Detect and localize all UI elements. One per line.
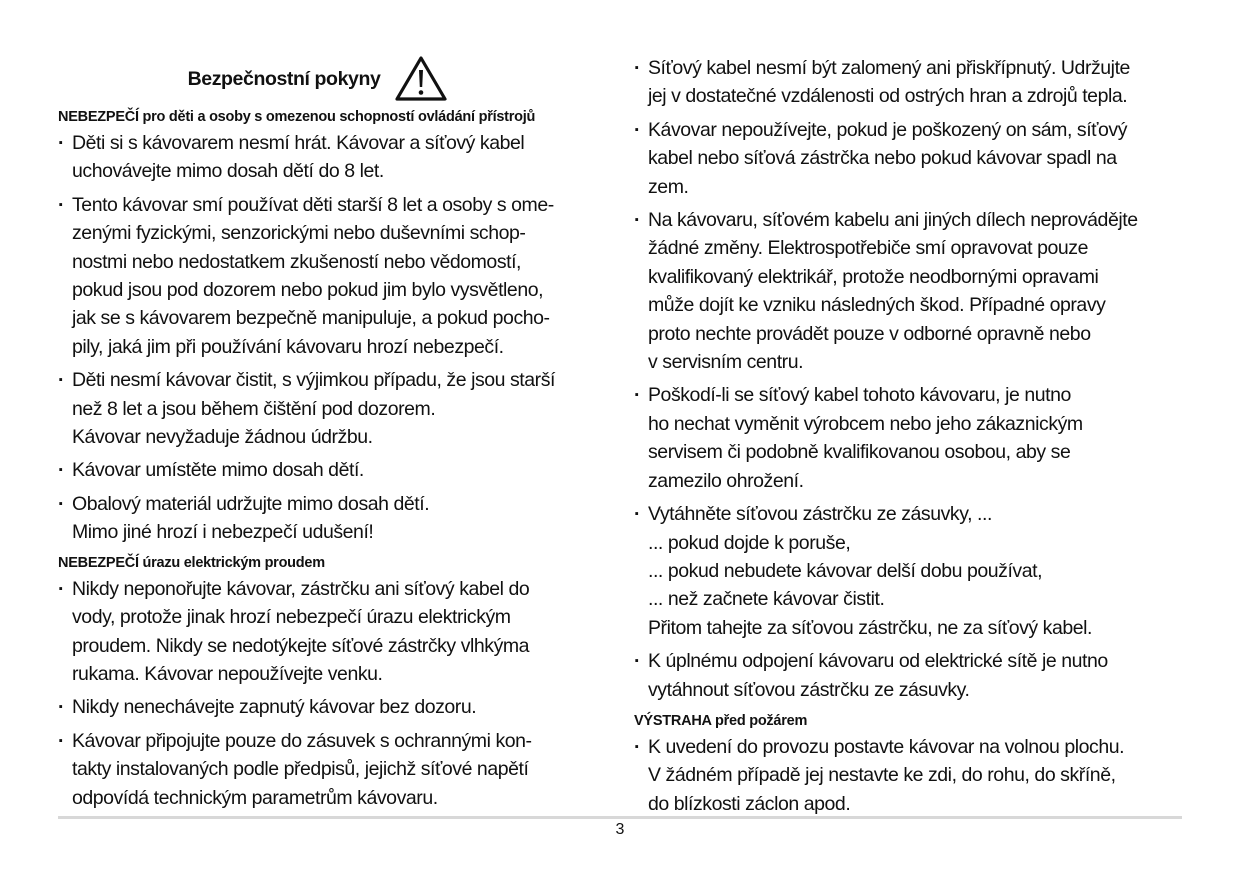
list-item-line: nostmi nebo nedostatkem zkušeností nebo vědomostí, [72,250,522,273]
list-item-line: Kávovar nevyžaduje žádnou údržbu. [72,426,373,449]
heading-rest: úrazu elektrickým proudem [142,554,325,571]
list-fire-safety [634,733,1194,818]
heading-strong: NEBEZPEČÍ [58,554,139,571]
list-item-line: pokud jsou pod dozorem nebo pokud jim bylo vysvětleno, [72,279,544,302]
title-row [18,54,618,104]
list-item-line: ... pokud nebudete kávovar delší dobu používat, [648,559,1043,582]
list-item [58,456,618,484]
page-number: 3 [615,821,625,838]
list-item [58,129,618,186]
list-item-line: kabel nebo síťová zástrčka nebo pokud kávovar spadl na [648,147,1117,170]
list-cable-safety [634,54,1194,704]
list-item-line: takty instalovaných podle předpisů, jejichž síťové napětí [72,758,529,781]
list-item-line: · Kávovar nepoužívejte, pokud je poškozený on sám, síťový [648,118,1128,141]
list-item-line: · Vytáhněte síťovou zástrčku ze zásuvky, ... [648,503,992,526]
list-item-line: · K uvedení do provozu postavte kávovar na volnou plochu. [648,735,1125,758]
list-children-safety [58,129,618,547]
list-item-line: · Děti si s kávovarem nesmí hrát. Kávovar a síťový kabel [72,132,525,154]
list-item-line: jej v dostatečné vzdálenosti od ostrých hran a zdrojů tepla. [648,85,1128,108]
list-item-line: V žádném případě jej nestavte ke zdi, do rohu, do skříně, [648,764,1116,787]
list-item-line: · Tento kávovar smí používat děti starší 8 let a osoby s ome- [72,193,554,216]
list-item-line: ... než začnete kávovar čistit. [648,588,885,611]
list-item-line: uchovávejte mimo dosah dětí do 8 let. [72,160,384,183]
list-item [634,116,1194,201]
list-item [58,693,618,721]
list-item-line: v servisním centru. [648,351,804,374]
list-item [634,647,1194,704]
list-item-line: zem. [648,175,689,198]
list-item-line: · K úplnému odpojení kávovaru od elektrické sítě je nutno [648,650,1108,673]
list-item [634,206,1194,376]
list-item-line: kvalifikovaný elektrikář, protože neodbornými opravami [648,265,1099,288]
list-item-line: vytáhnout síťovou zástrčku ze zásuvky. [648,678,970,701]
list-item-line: proudem. Nikdy se nedotýkejte síťové zástrčky vlhkýma [72,634,530,657]
list-item-line: · Na kávovaru, síťovém kabelu ani jiných dílech neprovádějte [648,209,1138,232]
right-column [634,54,1194,823]
heading-strong: VÝSTRAHA [634,712,712,729]
list-item-line: · Obalový materiál udržujte mimo dosah dětí. [72,492,430,515]
list-item [634,733,1194,818]
list-item-line: ... pokud dojde k poruše, [648,531,851,554]
list-item-line: ho nechat vyměnit výrobcem nebo jeho zákaznickým [648,412,1083,435]
list-item-line: · Nikdy neponořujte kávovar, zástrčku ani síťový kabel do [72,577,530,600]
list-item-line: může dojít ke vzniku následných škod. Případné opravy [648,294,1106,317]
list-item-line: Mimo jiné hrozí i nebezpečí udušení! [72,521,374,544]
list-item-line: jak se s kávovarem bezpečně manipuluje, a pokud pocho- [72,307,550,330]
list-item-line: odpovídá technickým parametrům kávovaru. [72,786,438,809]
list-item-line: do blízkosti záclon apod. [648,792,851,815]
list-item-line: pily, jaká jim při používání kávovaru hrozí nebezpečí. [72,335,504,358]
list-electric-safety [58,575,618,812]
list-item-line: servisem či podobně kvalifikovanou osobou, aby se [648,441,1071,464]
list-item [58,191,618,361]
page-title: Bezpečnostní pokyny [187,67,381,90]
heading-rest: před požárem [715,712,808,729]
list-item-line: Přitom tahejte za síťovou zástrčku, ne za síťový kabel. [648,616,1093,639]
list-item [634,54,1194,111]
list-item-line: · Nikdy nenechávejte zapnutý kávovar bez dozoru. [72,696,477,719]
list-item-line: · Poškodí-li se síťový kabel tohoto kávovaru, je nutno [648,384,1071,407]
section-heading-fire [634,710,1194,732]
list-item-line: zenými fyzickými, senzorickými nebo duševními schop- [72,222,526,245]
list-item-line: vody, protože jinak hrozí nebezpečí úrazu elektrickým [72,606,511,629]
list-item-line: rukama. Kávovar nepoužívejte venku. [72,662,383,685]
list-item [58,366,618,451]
heading-rest: pro děti a osoby s omezenou schopností ovládání přístrojů [142,109,536,125]
list-item [58,575,618,689]
list-item-line: · Síťový kabel nesmí být zalomený ani přiskřípnutý. Udržujte [648,57,1130,79]
left-column [58,54,618,817]
section-heading-children [58,106,618,128]
footer-divider [58,816,1182,819]
list-item-line: než 8 let a jsou během čištění pod dozorem. [72,397,436,420]
list-item [58,727,618,812]
list-item-line: proto nechte provádět pouze v odborné opravně nebo [648,322,1091,345]
section-heading-electric [58,552,618,574]
list-item [634,381,1194,495]
list-item [634,500,1194,642]
list-item-line: žádné změny. Elektrospotřebiče smí opravovat pouze [648,237,1088,260]
list-item-line: zamezilo ohrožení. [648,469,804,492]
warning-triangle-icon [394,55,448,103]
list-item-line: · Kávovar umístěte mimo dosah dětí. [72,459,364,482]
list-item [58,490,618,547]
heading-strong: NEBEZPEČÍ [58,109,139,125]
list-item-line: · Děti nesmí kávovar čistit, s výjimkou případu, že jsou starší [72,369,555,392]
list-item-line: · Kávovar připojujte pouze do zásuvek s ochrannými kon- [72,729,532,752]
